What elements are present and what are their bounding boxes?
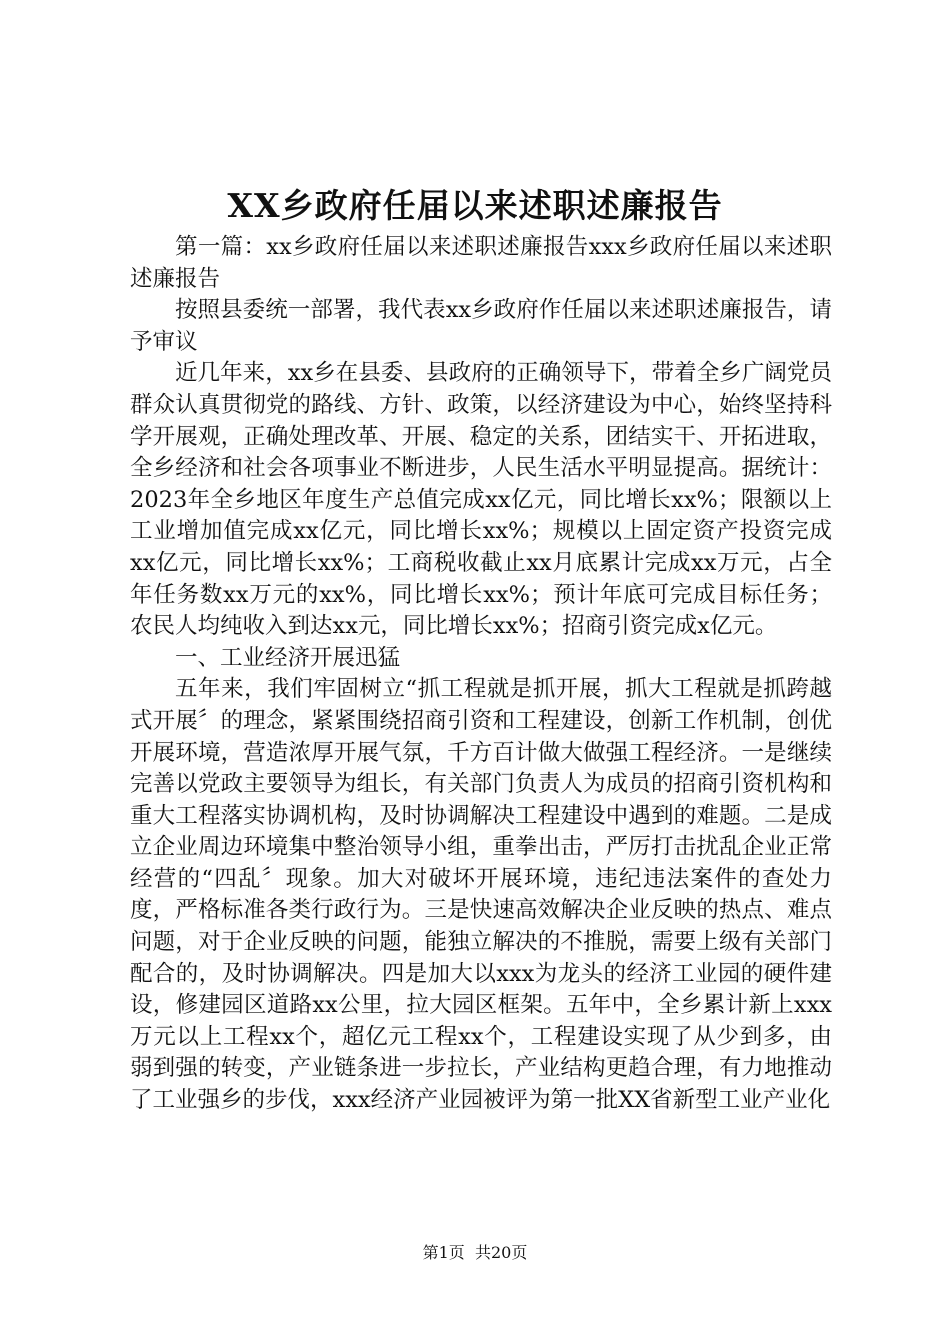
page-footer (0, 1242, 950, 1264)
page-total: 共20页 (474, 1243, 528, 1262)
document-body (130, 232, 832, 1117)
section-heading-industry: 一、工业经济开展迅猛 (175, 644, 401, 671)
paragraph-intro: 按照县委统一部署，我代表xx乡政府作任届以来述职述廉报告，请予审议 (130, 297, 832, 355)
paragraph-chapter-heading: 第一篇：xx乡政府任届以来述职述廉报告xxx乡政府任届以来述职述廉报告 (130, 234, 832, 292)
document-title: XX乡政府任届以来述职述廉报告 (227, 186, 723, 225)
paragraph-overview: 近几年来，xx乡在县委、县政府的正确领导下，带着全乡广阔党员群众认真贯彻党的路线、方针、政策，以经济建设为中心，始终坚持科学开展观，正确处理改革、开展、稳定的关系，团结实干、开拓进取，全乡经济和社会各项事业不断进步，人民生活水平明显提高。据统计：2023年全乡地区年度生产总值完成xx亿元，同比增长xx%；限额以上工业增加值完成xx亿元，同比增长xx%；规模以上固定资产投资完成xx亿元，同比增长xx%；工商税收截止xx月底累计完成xx万元，占全年任务数xx万元的xx%，同比增长xx%；预计年底可完成目标任务；农民人均纯收入到达xx元，同比增长xx%；招商引资完成x亿元。 (130, 360, 832, 640)
paragraph-industry: 五年来，我们牢固树立“抓工程就是抓开展，抓大工程就是抓跨越式开展〞的理念，紧紧围绕招商引资和工程建设，创新工作机制，创优开展环境，营造浓厚开展气氛，千方百计做大做强工程经济。一是继续完善以党政主要领导为组长，有关部门负责人为成员的招商引资机构和重大工程落实协调机构，及时协调解决工程建设中遇到的难题。二是成立企业周边环境集中整治领导小组，重拳出击，严厉打击扰乱企业正常经营的“四乱〞现象。加大对破坏开展环境，违纪违法案件的查处力度，严格标准各类行政行为。三是快速高效解决企业反映的热点、难点问题，对于企业反映的问题，能独立解决的不推脱，需要上级有关部门配合的，及时协调解决。四是加大以xxx为龙头的经济工业园的硬件建设，修建园区道路xx公里，拉大园区框架。五年中，全乡累计新上xxx万元以上工程xx个，超亿元工程xx个，工程建设实现了从少到多，由弱到强的转变，产业链条进一步拉长，产业结构更趋合理，有力地推动了工业强乡的步伐，xxx经济产业园被评为第一批XX省新型工业产业化 (130, 676, 832, 1114)
page-number: 第1页 (422, 1243, 465, 1262)
